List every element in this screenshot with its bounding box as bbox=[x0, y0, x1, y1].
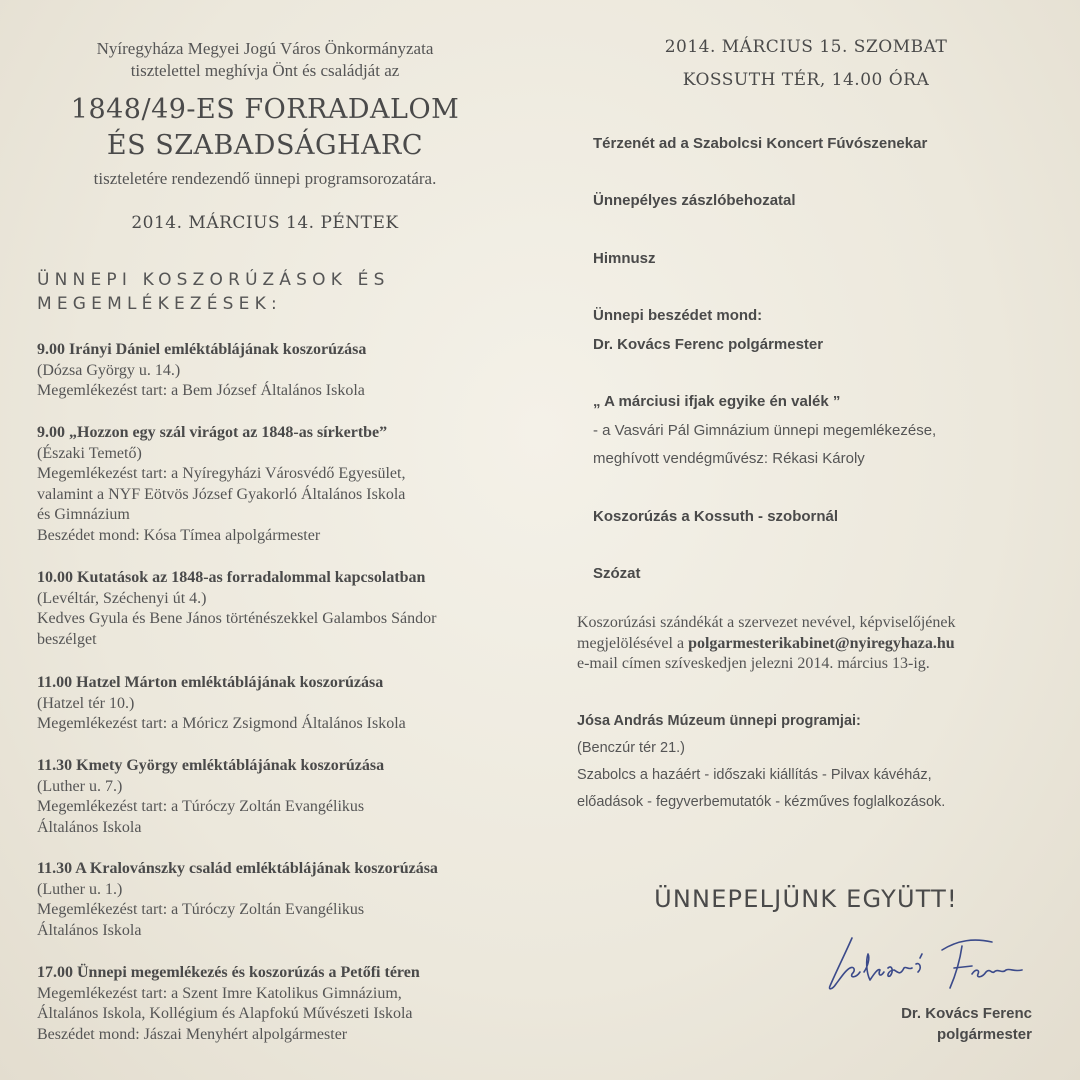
day2-place-time: KOSSUTH TÉR, 14.00 ÓRA bbox=[682, 70, 930, 90]
program-item-flag: Ünnepélyes zászlóbehozatal bbox=[593, 192, 796, 209]
museum-line-1: Szabolcs a hazáért - időszaki kiállítás - Pilvax kávéház, bbox=[577, 767, 932, 783]
event-2-line: Megemlékezést tart: a Nyíregyházi Városvédő Egyesület, bbox=[37, 465, 406, 482]
program-item-performance-line: meghívott vendégművész: Rékasi Károly bbox=[593, 450, 865, 467]
event-3 bbox=[37, 568, 517, 650]
event-6 bbox=[37, 859, 517, 941]
event-2-line: valamint a NYF Eötvös József Gyakorló Általános Iskola bbox=[37, 485, 406, 503]
program-item-wreath: Koszorúzás a Kossuth - szobornál bbox=[593, 508, 839, 525]
program-item-performance: „ A márciusi ifjak egyike én valék ” bbox=[593, 393, 841, 410]
event-7 bbox=[37, 963, 517, 1045]
event-5-line: Megemlékezést tart: a Túróczy Zoltán Evangélikus bbox=[37, 798, 365, 815]
program-item-speech: Ünnepi beszédet mond: bbox=[593, 307, 763, 324]
event-7-line: Beszédet mond: Jászai Menyhért alpolgármester bbox=[37, 1025, 348, 1043]
program-item-anthem: Himnusz bbox=[593, 250, 656, 267]
event-5-line: (Luther u. 7.) bbox=[37, 777, 123, 795]
event-3-line: Kedves Gyula és Bene János történészekkel Galambos Sándor bbox=[37, 610, 437, 627]
section-heading bbox=[37, 268, 517, 316]
program-item-szozat: Szózat bbox=[593, 565, 641, 582]
event-1-title: 9.00 Irányi Dániel emléktáblájának koszorúzása bbox=[37, 341, 367, 358]
signatory-role: polgármester bbox=[936, 1026, 1032, 1043]
event-4-title: 11.00 Hatzel Márton emléktáblájának koszorúzása bbox=[37, 674, 384, 691]
event-3-line: (Levéltár, Széchenyi út 4.) bbox=[37, 589, 207, 607]
closing-slogan: ÜNNEPELJÜNK EGYÜTT! bbox=[654, 885, 958, 913]
event-4-line: (Hatzel tér 10.) bbox=[37, 694, 135, 712]
note-line-3: e-mail címen szíveskedjen jelezni 2014. március 13-ig. bbox=[577, 655, 930, 672]
event-7-line: Általános Iskola, Kollégium és Alapfokú Művészeti Iskola bbox=[37, 1005, 413, 1022]
event-5 bbox=[37, 756, 517, 838]
title-line-1: 1848/49-ES FORRADALOM bbox=[70, 94, 460, 125]
note-line-1: Koszorúzási szándékát a szervezet nevével, képviselőjének bbox=[577, 614, 956, 631]
program-item-concert: Térzenét ad a Szabolcsi Koncert Fúvószenekar bbox=[593, 135, 928, 152]
event-1 bbox=[37, 340, 517, 402]
event-6-line: Általános Iskola bbox=[37, 921, 142, 939]
program-item-speaker: Dr. Kovács Ferenc polgármester bbox=[593, 336, 824, 353]
event-2-line: és Gimnázium bbox=[37, 506, 130, 523]
event-7-line: Megemlékezést tart: a Szent Imre Katolikus Gimnázium, bbox=[37, 984, 402, 1002]
event-6-line: (Luther u. 1.) bbox=[37, 880, 123, 898]
event-5-title: 11.30 Kmety György emléktáblájának koszorúzása bbox=[37, 757, 385, 774]
title-line-2: ÉS SZABADSÁGHARC bbox=[106, 130, 424, 161]
day1-date: 2014. MÁRCIUS 14. PÉNTEK bbox=[131, 213, 399, 233]
event-1-line: (Dózsa György u. 14.) bbox=[37, 361, 181, 379]
contact-email: polgarmesterikabinet@nyiregyhaza.hu bbox=[688, 634, 955, 652]
event-5-line: Általános Iskola bbox=[37, 818, 142, 836]
event-4 bbox=[37, 673, 517, 735]
event-2-title: 9.00 „Hozzon egy szál virágot az 1848-as sírkertbe” bbox=[37, 424, 388, 441]
event-3-title: 10.00 Kutatások az 1848-as forradalommal kapcsolatban bbox=[37, 569, 426, 586]
museum-address: (Benczúr tér 21.) bbox=[577, 740, 685, 756]
organizer-line-2: tisztelettel meghívja Önt és családját az bbox=[130, 61, 400, 80]
museum-heading: Jósa András Múzeum ünnepi programjai: bbox=[577, 713, 861, 729]
note-line-2-prefix: megjelölésével a bbox=[577, 634, 689, 652]
section-heading-line-2: MEGEMLÉKEZÉSEK: bbox=[37, 294, 282, 314]
event-2-line: Beszédet mond: Kósa Tímea alpolgármester bbox=[37, 526, 321, 544]
section-heading-line-1: ÜNNEPI KOSZORÚZÁSOK ÉS bbox=[37, 270, 390, 290]
wreath-registration-note bbox=[577, 613, 1047, 675]
signatory-name: Dr. Kovács Ferenc bbox=[901, 1005, 1032, 1022]
program-item-performance-line: - a Vasvári Pál Gimnázium ünnepi megemlékezése, bbox=[593, 422, 937, 439]
event-2 bbox=[37, 423, 517, 546]
note-line-2 bbox=[577, 634, 1047, 655]
event-1-line: Megemlékezést tart: a Bem József Általános Iskola bbox=[37, 382, 365, 399]
event-2-line: (Északi Temető) bbox=[37, 444, 142, 462]
museum-programs bbox=[577, 708, 1047, 816]
handwritten-signature bbox=[822, 928, 1032, 998]
museum-line-2: előadások - fegyverbemutatók - kézműves foglalkozások. bbox=[577, 794, 946, 810]
event-7-title: 17.00 Ünnepi megemlékezés és koszorúzás a Petőfi téren bbox=[37, 964, 420, 981]
subtitle: tiszteletére rendezendő ünnepi programsorozatára. bbox=[93, 169, 437, 188]
event-4-line: Megemlékezést tart: a Móricz Zsigmond Általános Iskola bbox=[37, 715, 406, 732]
day2-date: 2014. MÁRCIUS 15. SZOMBAT bbox=[664, 37, 948, 57]
event-6-title: 11.30 A Kralovánszky család emléktáblájának koszorúzása bbox=[37, 860, 438, 877]
event-3-line: beszélget bbox=[37, 630, 97, 648]
organizer-line-1: Nyíregyháza Megyei Jogú Város Önkormányzata bbox=[96, 39, 434, 58]
event-6-line: Megemlékezést tart: a Túróczy Zoltán Evangélikus bbox=[37, 901, 365, 918]
